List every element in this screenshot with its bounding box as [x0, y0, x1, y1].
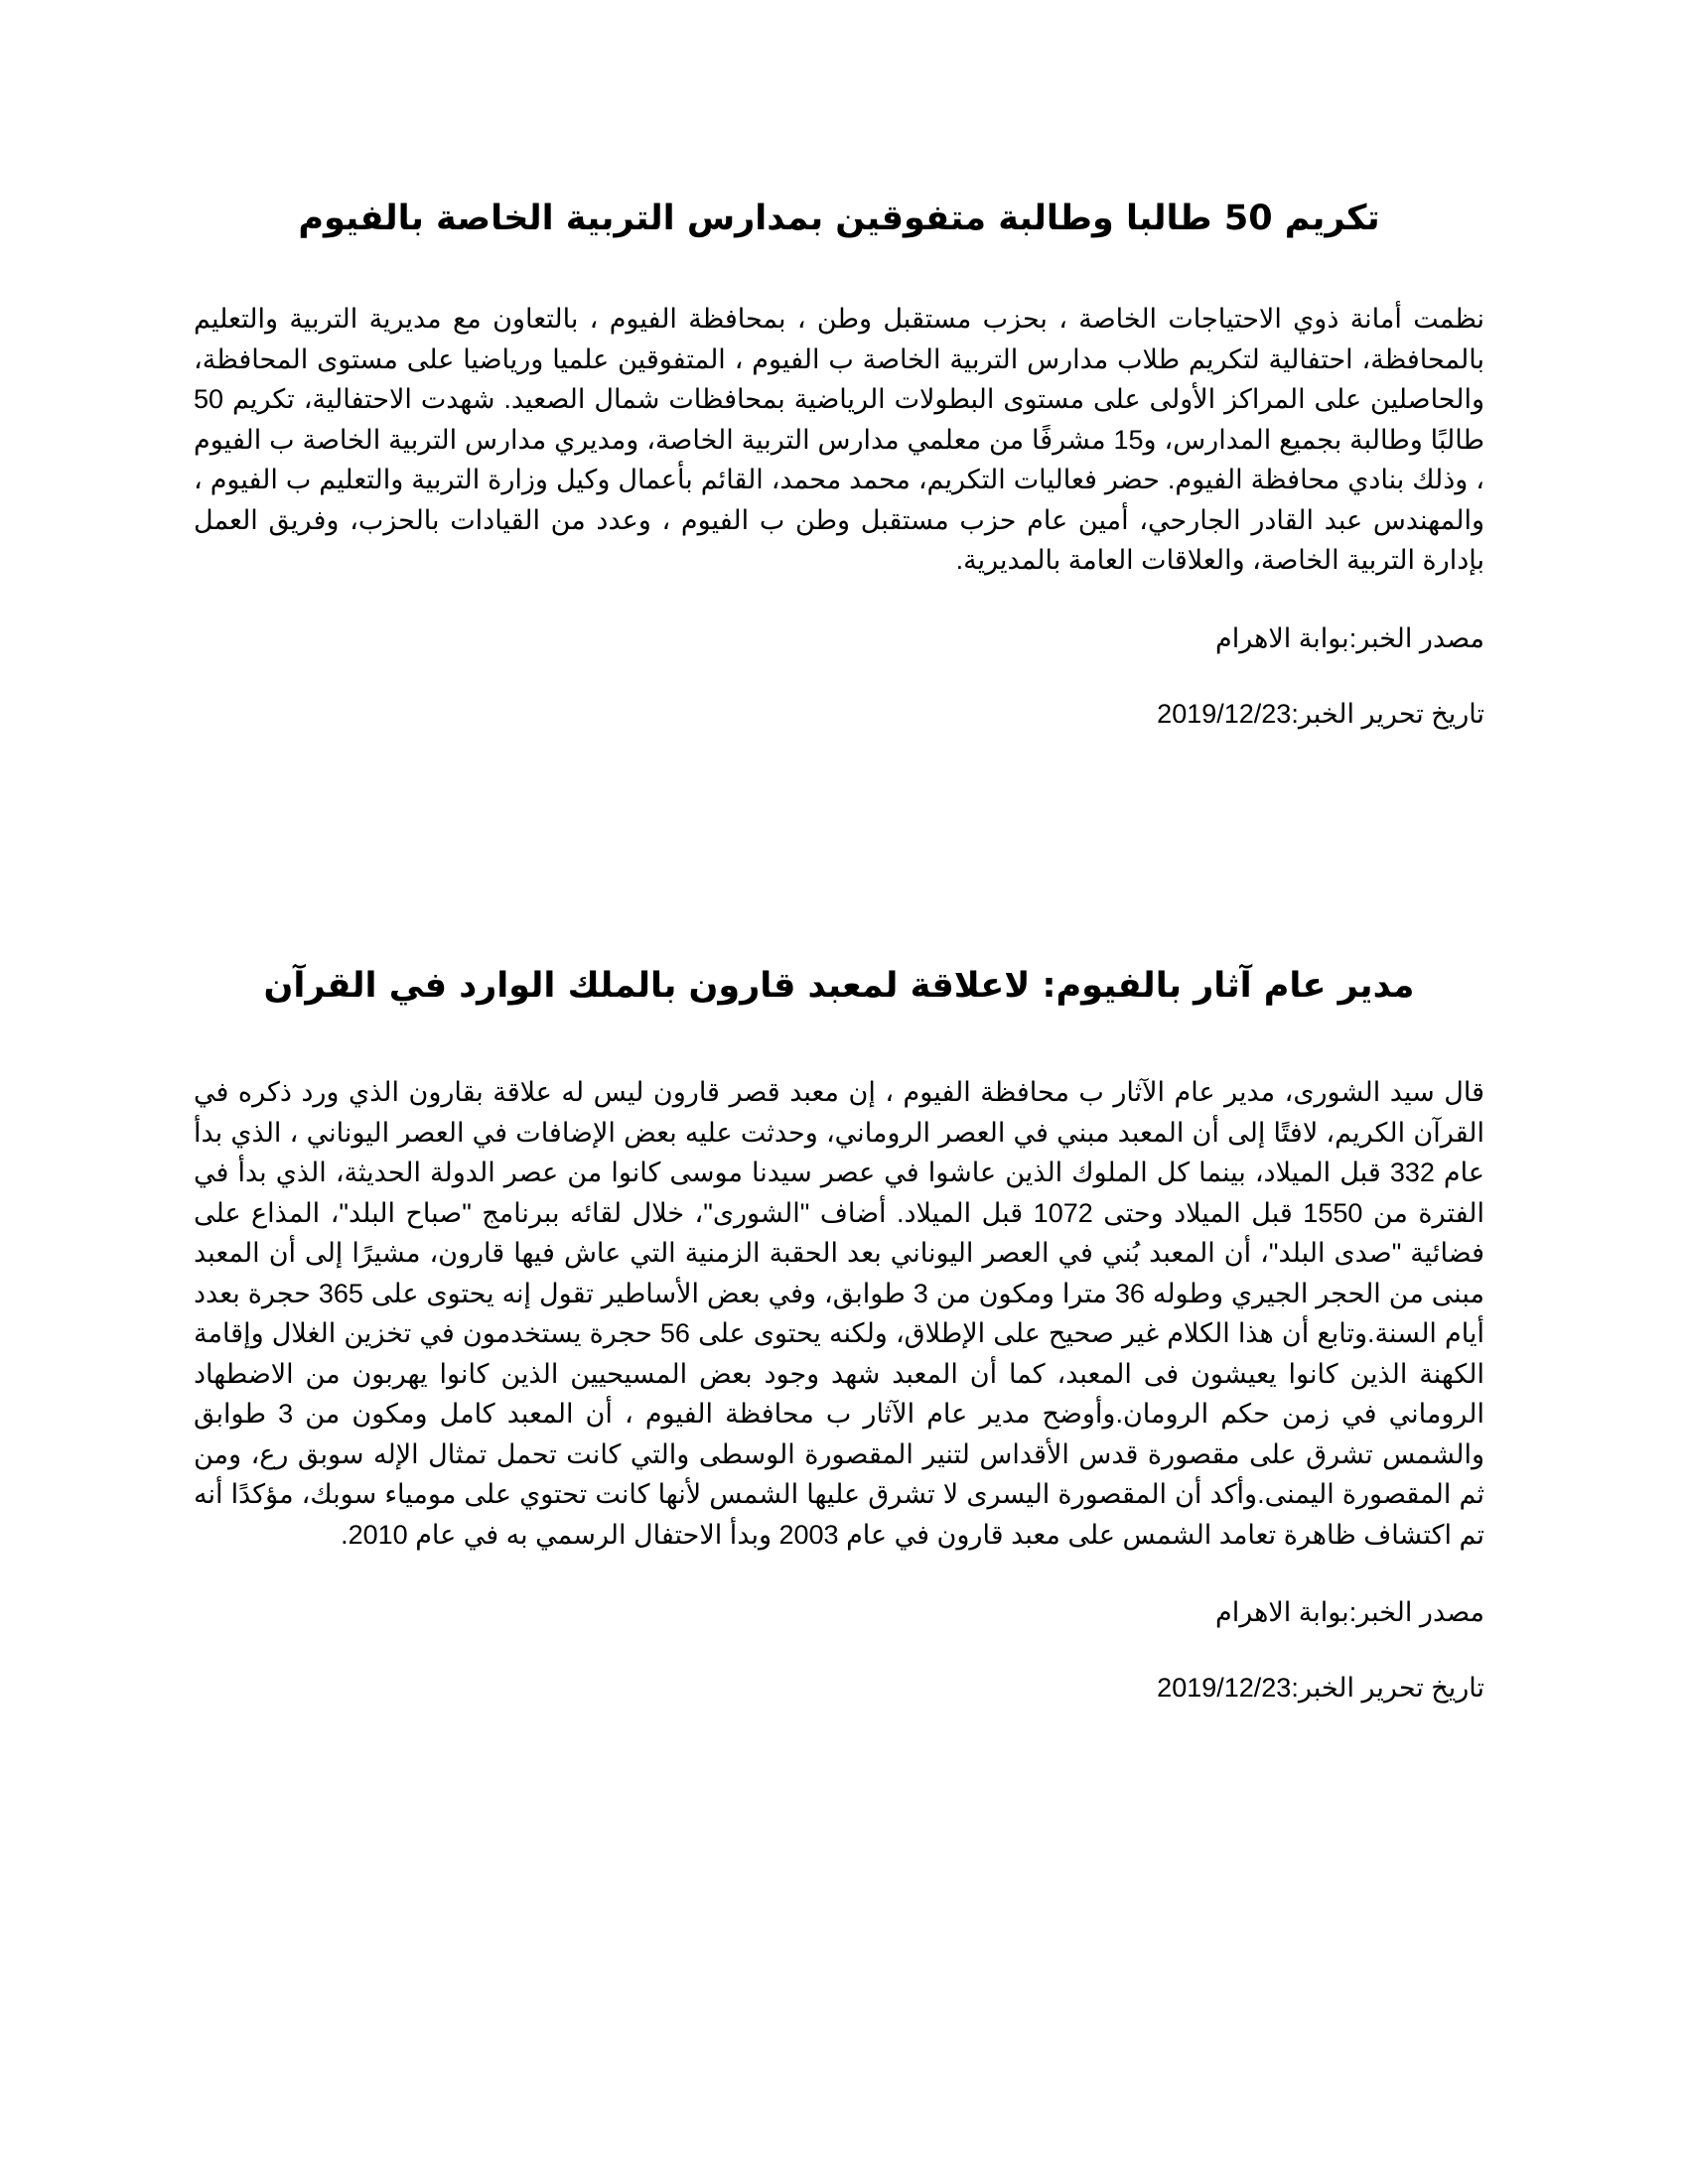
news-source: مصدر الخبر:بوابة الاهرام [1214, 1597, 1484, 1627]
article-headline: تكريم 50 طالبا وطالبة متفوقين بمدارس التربية الخاصة بالفيوم [298, 199, 1380, 238]
edit-date: تاريخ تحرير الخبر:2019/12/23 [1157, 698, 1484, 729]
edit-date: تاريخ تحرير الخبر:2019/12/23 [1157, 1673, 1484, 1703]
article-body: نظمت أمانة ذوي الاحتياجات الخاصة ، بحزب مستقبل وطن ، بمحافظة الفيوم ، بالتعاون مع مديرية التربية والتعليم بالمحافظة، احتفالية لتكريم طلاب مدارس التربية الخاصة ب الفيوم ، المتفوقين علميا ورياضيا على مستوى المحافظة، والحاصلين على المراكز الأولى على مستوى البطولات الرياضية بمحافظات شمال الصعيد. شهدت الاحتفالية، تكريم 50 طالبًا وطالبة بجميع المدارس، و15 مشرفًا من معلمي مدارس التربية الخاصة، ومديري مدارس التربية الخاصة ب الفيوم ، وذلك بنادي محافظة الفيوم. حضر فعاليات التكريم، محمد محمد، القائم بأعمال وكيل وزارة التربية والتعليم ب الفيوم ، والمهندس عبد القادر الجارحي، أمين عام حزب مستقبل وطن ب الفيوم ، وعدد من القيادات بالحزب، وفريق العمل بإدارة التربية الخاصة، والعلاقات العامة بالمديرية. [194, 304, 1484, 575]
article-body: قال سيد الشورى، مدير عام الآثار ب محافظة الفيوم ، إن معبد قصر قارون ليس له علاقة بقارون الذي ورد ذكره في القرآن الكريم، لافتًا إلى أن المعبد مبني في العصر الروماني، وحدثت عليه بعض الإضافات في العصر اليوناني ، الذي بدأ عام 332 قبل الميلاد، بينما كل الملوك الذين عاشوا في عصر سيدنا موسى كانوا من عصر الدولة الحديثة، الذي بدأ في الفترة من 1550 قبل الميلاد وحتى 1072 قبل الميلاد. أضاف "الشورى"، خلال لقائه ببرنامج "صباح البلد"، المذاع على فضائية "صدى البلد"، أن المعبد بُني في العصر اليوناني بعد الحقبة الزمنية التي عاش فيها قارون، مشيرًا إلى أن المعبد مبنى من الحجر الجيري وطوله 36 مترا ومكون من 3 طوابق، وفي بعض الأساطير تقول إنه يحتوى على 365 حجرة بعدد أيام السنة.وتابع أن هذا الكلام غير صحيح على الإطلاق، ولكنه يحتوى على 56 حجرة يستخدمون في تخزين الغلال وإقامة الكهنة الذين كانوا يعيشون فى المعبد، كما أن المعبد شهد وجود بعض المسيحيين الذين كانوا يهربون من الاضطهاد الروماني في زمن حكم الرومان.وأوضح مدير عام الآثار ب محافظة الفيوم ، أن المعبد كامل ومكون من 3 طوابق والشمس تشرق على مقصورة قدس الأقداس لتنير المقصورة الوسطى والتي كانت تحمل تمثال الإله سوبق رع، ومن ثم المقصورة اليمنى.وأكد أن المقصورة اليسرى لا تشرق عليها الشمس لأنها كانت تحتوي على مومياء سوبك، مؤكدًا أنه تم اكتشاف ظاهرة تعامد الشمس على معبد قارون في عام 2003 وبدأ الاحتفال الرسمي به في عام 2010. [194, 1077, 1485, 1550]
news-article [194, 961, 1484, 1707]
news-article [194, 194, 1484, 734]
news-source: مصدر الخبر:بوابة الاهرام [1214, 622, 1484, 653]
article-headline: مدير عام آثار بالفيوم: لاعلاقة لمعبد قارون بالملك الوارد في القرآن [263, 966, 1415, 1006]
